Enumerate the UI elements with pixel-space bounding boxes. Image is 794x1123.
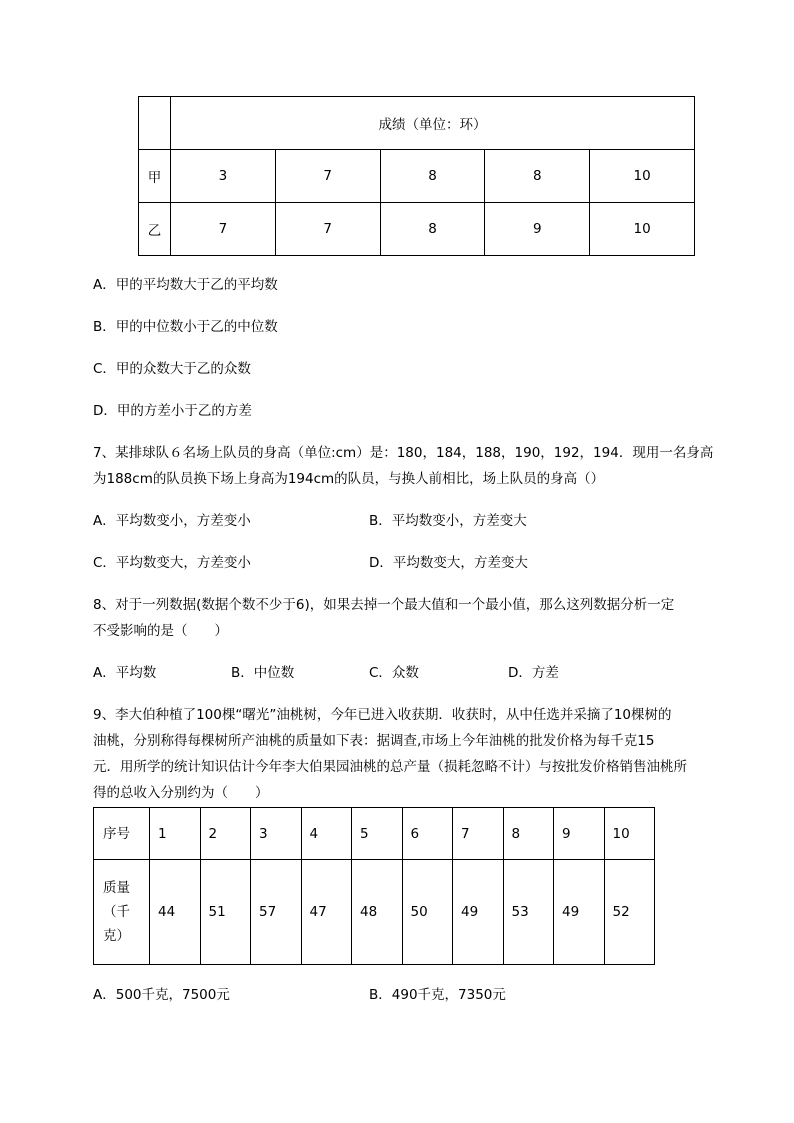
mass-label-cell xyxy=(94,860,150,965)
mass-cell: 51 xyxy=(200,860,251,965)
q9-stem-line4: 得的总收入分别约为（ ） xyxy=(93,785,269,801)
q9-option-a: A．500千克，7500元 xyxy=(93,987,230,1003)
q8-option-c: C．众数 xyxy=(369,665,419,681)
q8-stem-line1: 8、对于一列数据(数据个数不少于6)，如果去掉一个最大值和一个最小值，那么这列数据分析一定 xyxy=(93,597,675,613)
mass-header-row xyxy=(94,808,655,860)
score-cell: 8 xyxy=(485,150,590,203)
score-cell: 7 xyxy=(171,203,276,256)
scores-table xyxy=(138,96,695,256)
q9-stem-line3: 元．用所学的统计知识估计今年李大伯果园油桃的总产量（损耗忽略不计）与按批发价格销售油桃所 xyxy=(93,759,687,775)
q7-option-b: B．平均数变小，方差变大 xyxy=(369,513,527,529)
q8-stem-line2: 不受影响的是（ ） xyxy=(93,623,228,639)
q6-option-b: B．甲的中位数小于乙的中位数 xyxy=(93,319,278,335)
q9-stem-line2: 油桃，分别称得每棵树所产油桃的质量如下表：据调查,市场上今年油桃的批发价格为每千克15 xyxy=(93,733,655,749)
q7-option-c: C．平均数变大，方差变小 xyxy=(93,555,251,571)
q7-option-a: A．平均数变小，方差变小 xyxy=(93,513,251,529)
index-cell: 1 xyxy=(150,808,201,860)
q7-stem-line1: 7、某排球队６名场上队员的身高（单位:cm）是：180，184，188，190，192，194．现用一名身高 xyxy=(93,445,714,461)
mass-label-line3: 克） xyxy=(103,928,130,944)
mass-cell: 49 xyxy=(554,860,605,965)
mass-cell: 52 xyxy=(604,860,655,965)
q6-option-c: C．甲的众数大于乙的众数 xyxy=(93,361,251,377)
scores-row-jia xyxy=(139,150,695,203)
score-cell: 8 xyxy=(380,203,485,256)
mass-table xyxy=(93,807,655,965)
q8-option-d: D．方差 xyxy=(508,665,559,681)
mass-cell: 48 xyxy=(352,860,403,965)
index-cell: 6 xyxy=(402,808,453,860)
index-cell: 10 xyxy=(604,808,655,860)
mass-cell: 53 xyxy=(503,860,554,965)
q6-option-d: D．甲的方差小于乙的方差 xyxy=(93,403,252,419)
score-cell: 9 xyxy=(485,203,590,256)
q6-option-a: A．甲的平均数大于乙的平均数 xyxy=(93,277,278,293)
index-cell: 5 xyxy=(352,808,403,860)
score-cell: 3 xyxy=(171,150,276,203)
q9-option-b: B．490千克，7350元 xyxy=(369,987,506,1003)
mass-cell: 50 xyxy=(402,860,453,965)
score-cell: 10 xyxy=(590,150,695,203)
mass-cell: 57 xyxy=(251,860,302,965)
scores-header-row xyxy=(139,97,695,150)
score-cell: 8 xyxy=(380,150,485,203)
scores-row-yi xyxy=(139,203,695,256)
q8-option-b: B．中位数 xyxy=(231,665,295,681)
mass-label-line2: （千 xyxy=(103,904,130,920)
header-empty-cell xyxy=(139,97,171,150)
index-cell: 7 xyxy=(453,808,504,860)
index-cell: 9 xyxy=(554,808,605,860)
mass-cell: 47 xyxy=(301,860,352,965)
index-cell: 8 xyxy=(503,808,554,860)
q9-stem-line1: 9、李大伯种植了100棵“曙光”油桃树，今年已进入收获期．收获时，从中任选并采摘了10棵树的 xyxy=(93,707,672,723)
mass-label-line1: 质量 xyxy=(103,880,130,896)
scores-header-cell: 成绩（单位：环） xyxy=(171,97,695,150)
row-label: 甲 xyxy=(139,150,171,203)
row-label: 乙 xyxy=(139,203,171,256)
score-cell: 10 xyxy=(590,203,695,256)
mass-value-row xyxy=(94,860,655,965)
index-cell: 3 xyxy=(251,808,302,860)
q7-stem-line2: 为188cm的队员换下场上身高为194cm的队员，与换人前相比，场上队员的身高（） xyxy=(93,471,605,487)
score-cell: 7 xyxy=(275,203,380,256)
index-label-cell: 序号 xyxy=(94,808,150,860)
mass-cell: 49 xyxy=(453,860,504,965)
index-cell: 2 xyxy=(200,808,251,860)
mass-cell: 44 xyxy=(150,860,201,965)
q7-option-d: D．平均数变大，方差变大 xyxy=(369,555,528,571)
q8-option-a: A．平均数 xyxy=(93,665,157,681)
score-cell: 7 xyxy=(275,150,380,203)
index-cell: 4 xyxy=(301,808,352,860)
